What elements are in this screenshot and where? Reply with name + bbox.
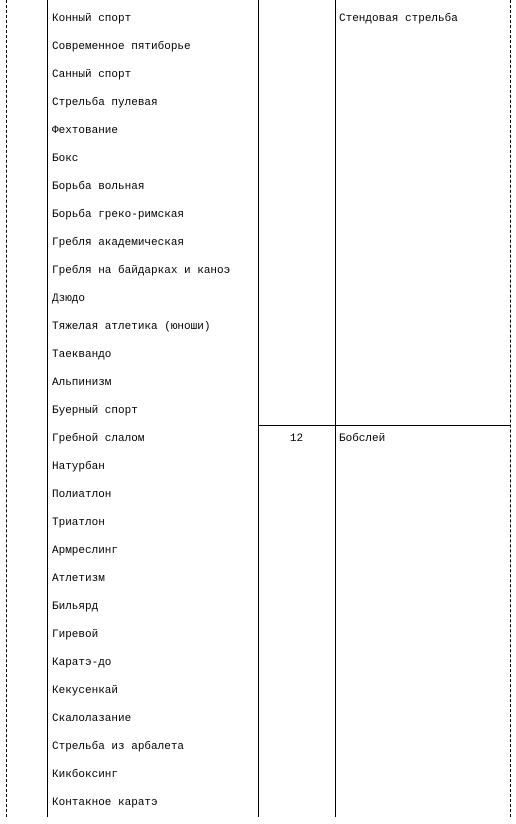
sport-cell: Триатлон [52,517,105,529]
sport-cell: Буерный спорт [52,405,138,417]
sport-cell: Бильярд [52,601,99,613]
row-group-divider [258,425,511,426]
sport-cell: Санный спорт [52,69,132,81]
table-border-left [6,0,7,817]
sport-cell: Полиатлон [52,489,112,501]
sport-cell: Современное пятиборье [52,41,191,53]
sport-cell: Борьба вольная [52,181,145,193]
sport-cell: Кикбоксинг [52,769,119,781]
related-sport-top: Стендовая стрельба [339,13,458,25]
sport-cell: Атлетизм [52,573,105,585]
sport-cell: Бокс [52,153,79,165]
sport-cell: Гребля на байдарках и каноэ [52,265,231,277]
sport-cell: Контакное каратэ [52,797,158,809]
sport-cell: Натурбан [52,461,105,473]
sport-cell: Кекусенкай [52,685,119,697]
sport-cell: Конный спорт [52,13,132,25]
sports-column [52,12,230,824]
sport-cell: Дзюдо [52,293,86,305]
group-number-bottom: 12 [289,433,304,445]
column-divider-related [335,0,336,817]
related-sport-bottom: Бобслей [339,433,386,445]
table-border-right [510,0,511,817]
sport-cell: Скалолазание [52,713,132,725]
sport-cell: Гребля академическая [52,237,185,249]
sport-cell: Гребной слалом [52,433,145,445]
column-divider-number [258,0,259,817]
column-divider-sports [47,0,48,817]
sport-cell: Гиревой [52,629,99,641]
sport-cell: Альпинизм [52,377,112,389]
sport-cell: Стрельба пулевая [52,97,158,109]
sport-cell: Стрельба из арбалета [52,741,185,753]
sport-cell: Тяжелая атлетика (юноши) [52,321,211,333]
sport-cell: Фехтование [52,125,119,137]
sport-cell: Каратэ-до [52,657,112,669]
sport-cell: Борьба греко-римская [52,209,185,221]
sport-cell: Таеквандо [52,349,112,361]
sport-cell: Армреслинг [52,545,119,557]
